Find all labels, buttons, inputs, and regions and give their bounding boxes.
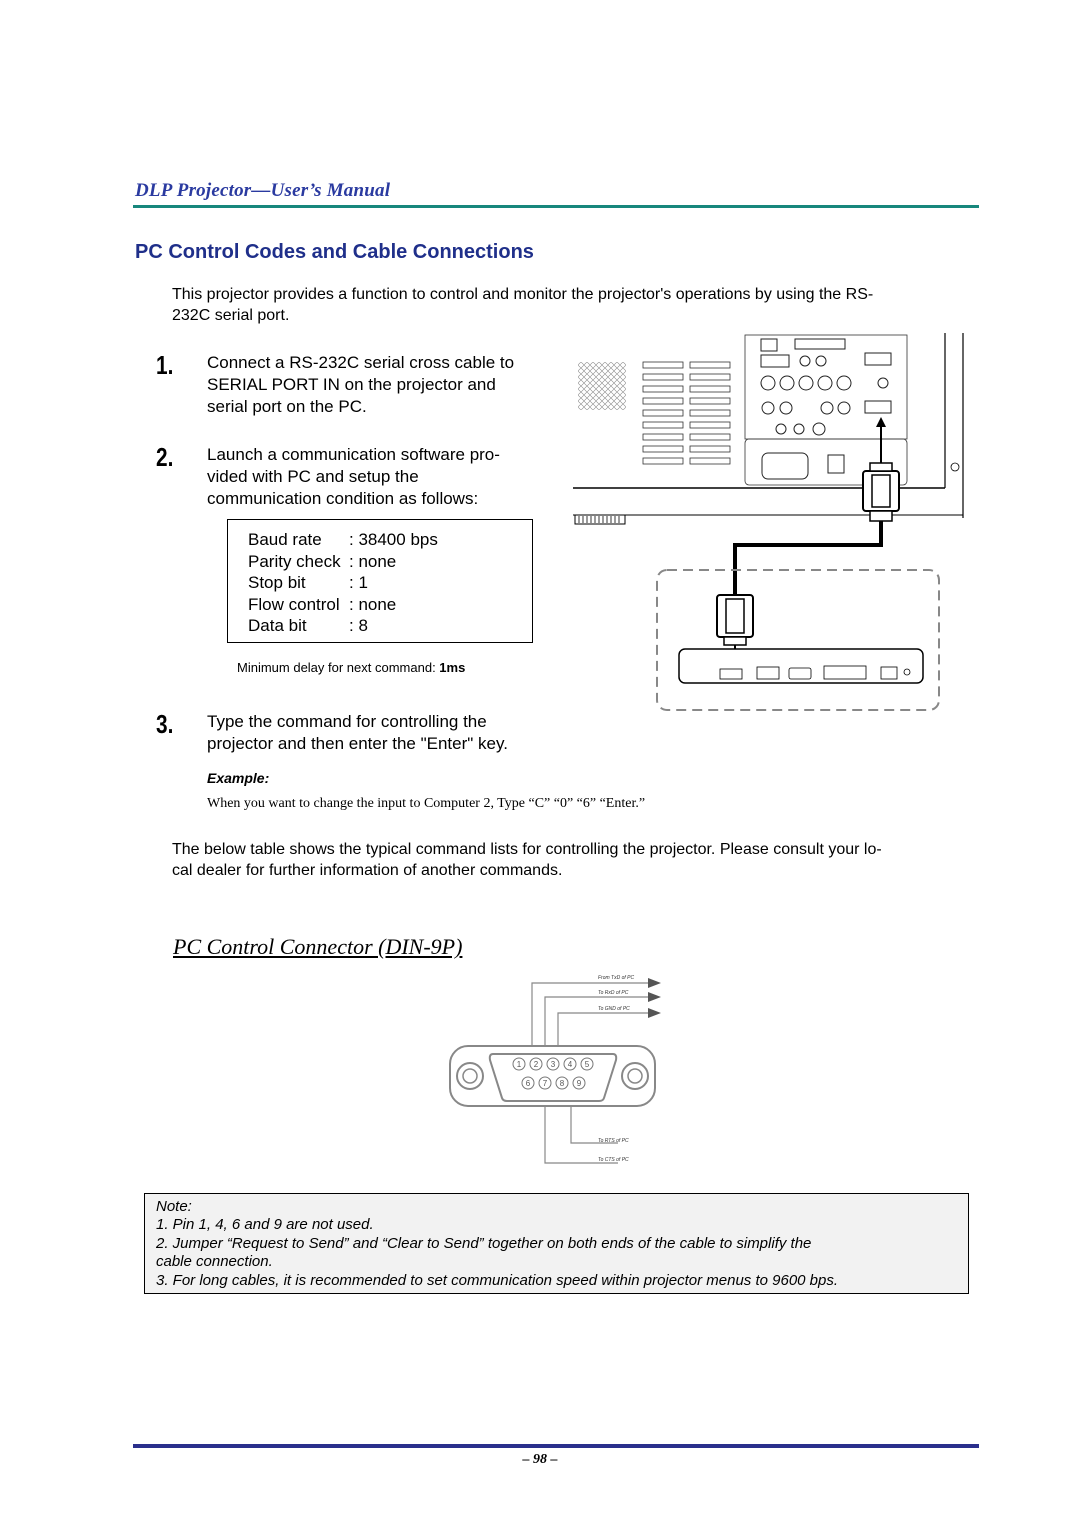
projector-rear-panel — [573, 333, 963, 518]
setting-value: : 8 — [349, 616, 368, 635]
setting-label: Stop bit — [248, 573, 306, 592]
step-3-number: 3. — [156, 709, 174, 739]
step-1-line: Connect a RS-232C serial cross cable to — [207, 353, 515, 372]
din-9p-connector-diagram — [448, 970, 663, 1170]
step-3-line: Type the command for controlling the — [207, 712, 487, 731]
pin-label: 3 — [550, 1060, 556, 1069]
note-title: Note: — [156, 1198, 192, 1215]
connector-title: PC Control Connector (DIN-9P) — [173, 934, 463, 959]
pc-side-panel — [679, 649, 923, 683]
minimum-delay-note — [237, 660, 465, 675]
pin-label: 9 — [576, 1079, 582, 1088]
pin-label: 6 — [525, 1079, 531, 1088]
pin-label: 4 — [567, 1060, 573, 1069]
to-gnd-label: To GND of PC — [598, 1006, 630, 1012]
step-2-line: Launch a communication software pro- — [207, 445, 500, 464]
note-item: 2. Jumper “Request to Send” and “Clear to Send” together on both ends of the cable to simplify the — [156, 1235, 812, 1252]
note-item: 1. Pin 1, 4, 6 and 9 are not used. — [156, 1216, 374, 1233]
note-box — [144, 1193, 969, 1294]
setting-value: : none — [349, 595, 397, 614]
delay-value: 1ms — [439, 660, 466, 675]
pc-area-outline — [657, 570, 939, 710]
rs232-cable — [717, 417, 899, 663]
note-item: 3. For long cables, it is recommended to set communication speed within projector menus to 9600 bps. — [156, 1272, 839, 1289]
setting-label: Data bit — [248, 616, 307, 635]
setting-value: : 38400 bps — [349, 530, 438, 549]
pin-label: 5 — [584, 1060, 590, 1069]
to-rxd-label: To RxD of PC — [598, 990, 629, 996]
header-divider — [133, 205, 979, 208]
intro-paragraph — [172, 284, 873, 326]
note-item: cable connection. — [156, 1253, 273, 1270]
manual-header-title: DLP Projector—User’s Manual — [135, 180, 391, 201]
setting-label: Parity check — [248, 552, 341, 571]
setting-value: : 1 — [349, 573, 368, 592]
step-2-number: 2. — [156, 442, 174, 472]
page-number: – 98 – — [522, 1452, 558, 1467]
table-intro-paragraph — [172, 839, 882, 881]
pin-label: 7 — [542, 1079, 548, 1088]
setting-label: Baud rate — [248, 530, 322, 549]
step-3-line: projector and then enter the "Enter" key. — [207, 734, 508, 753]
section-title: PC Control Codes and Cable Connections — [135, 241, 534, 263]
intro-line-1: This projector provides a function to control and monitor the projector's operations by using the RS- — [172, 286, 874, 303]
step-1-text — [207, 352, 514, 418]
example-text: When you want to change the input to Computer 2, Type “C” “0” “6” “Enter.” — [207, 796, 646, 811]
footer-divider — [133, 1444, 979, 1448]
step-2-line: communication condition as follows: — [207, 489, 479, 508]
intro-line-2: 232C serial port. — [172, 307, 290, 324]
communication-settings-box — [227, 519, 533, 643]
table-intro-line-2: cal dealer for further information of another commands. — [172, 862, 563, 879]
table-intro-line-1: The below table shows the typical command lists for controlling the projector. Please consult your lo- — [172, 841, 882, 858]
step-2-line: vided with PC and setup the — [207, 467, 419, 486]
step-1-number: 1. — [156, 350, 174, 380]
step-2-text — [207, 444, 500, 510]
setting-value: : none — [349, 552, 397, 571]
from-txd-label: From TxD of PC — [598, 975, 635, 981]
pin-label: 1 — [516, 1060, 522, 1069]
to-cts-label: To CTS of PC — [598, 1157, 629, 1163]
delay-text: Minimum delay for next command: — [237, 660, 440, 675]
step-1-line: serial port on the PC. — [207, 397, 367, 416]
connection-diagram — [565, 333, 965, 718]
example-label: Example: — [207, 770, 270, 786]
step-1-line: SERIAL PORT IN on the projector and — [207, 375, 496, 394]
to-rts-label: To RTS of PC — [598, 1138, 629, 1144]
setting-label: Flow control — [248, 595, 340, 614]
projector-foot — [575, 515, 625, 524]
pin-label: 8 — [559, 1079, 565, 1088]
pin-label: 2 — [533, 1060, 539, 1069]
step-3-text — [207, 711, 508, 755]
